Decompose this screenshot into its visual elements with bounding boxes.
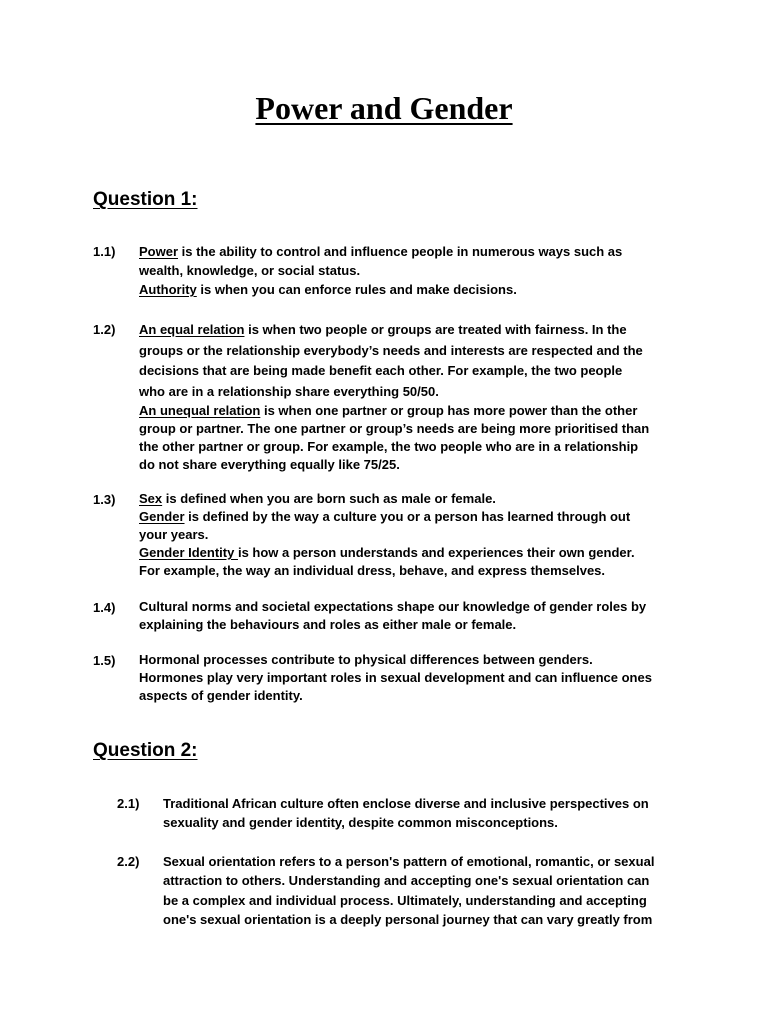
term-gender: Gender [139,509,185,524]
item-body: Power is the ability to control and influence people in numerous ways such as wealth, knowledge, or social status. Authority is when you can enforce rules and make decisions. [139,244,623,297]
item-body: Traditional African culture often enclose diverse and inclusive perspectives on sexuality and gender identity, despite common misconceptions. [163,796,649,830]
item-body: An equal relation is when two people or groups are treated with fairness. In the groups or the relationship everybody’s needs and interests are respected and the decisions that are being made benefit each other. For example, the two people who are in a relationship share everything 50/50. An unequal relation is when one partner or group has more power than the other group or partner. The one partner or group’s needs are being more prioritised than the other partner or group. For example, the two people who are in a relationship do not share everything equally like 75/25. [139,322,650,472]
item-body: Sex is defined when you are born such as male or female. Gender is defined by the way a culture you or a person has learned through out your years. Gender Identity is how a person understands and experiences their own gender. For example, the way an individual dress, behave, and express themselves. [139,491,635,578]
item-body: Sexual orientation refers to a person's pattern of emotional, romantic, or sexual attraction to others. Understanding and accepting one's sexual orientation can be a complex and individual process. Ultimately, understanding and accepting one's sexual orientation is a deeply personal journey that can vary greatly from [163,854,655,927]
item-number: 1.1) [93,244,116,259]
item-number: 1.4) [93,600,116,615]
item-number: 1.5) [93,653,116,668]
item-number: 1.3) [93,492,116,507]
item-number: 2.1) [117,796,140,811]
item-number: 2.2) [117,854,140,869]
term-authority: Authority [139,282,197,297]
term-unequal-relation: An unequal relation [139,403,261,418]
item-body: Hormonal processes contribute to physical differences between genders. Hormones play very important roles in sexual development and can influence ones aspects of gender identity. [139,652,652,703]
page-title: Power and Gender [255,90,513,126]
term-power: Power [139,244,179,259]
item-number: 1.2) [93,322,116,337]
question-1-heading: Question 1: [93,189,198,210]
item-body: Cultural norms and societal expectations shape our knowledge of gender roles by explaining the behaviours and roles as either male or female. [139,599,647,632]
term-gender-identity: Gender Identity [139,545,238,560]
term-equal-relation: An equal relation [139,322,245,337]
term-sex: Sex [139,491,163,506]
question-2-heading: Question 2: [93,740,198,761]
